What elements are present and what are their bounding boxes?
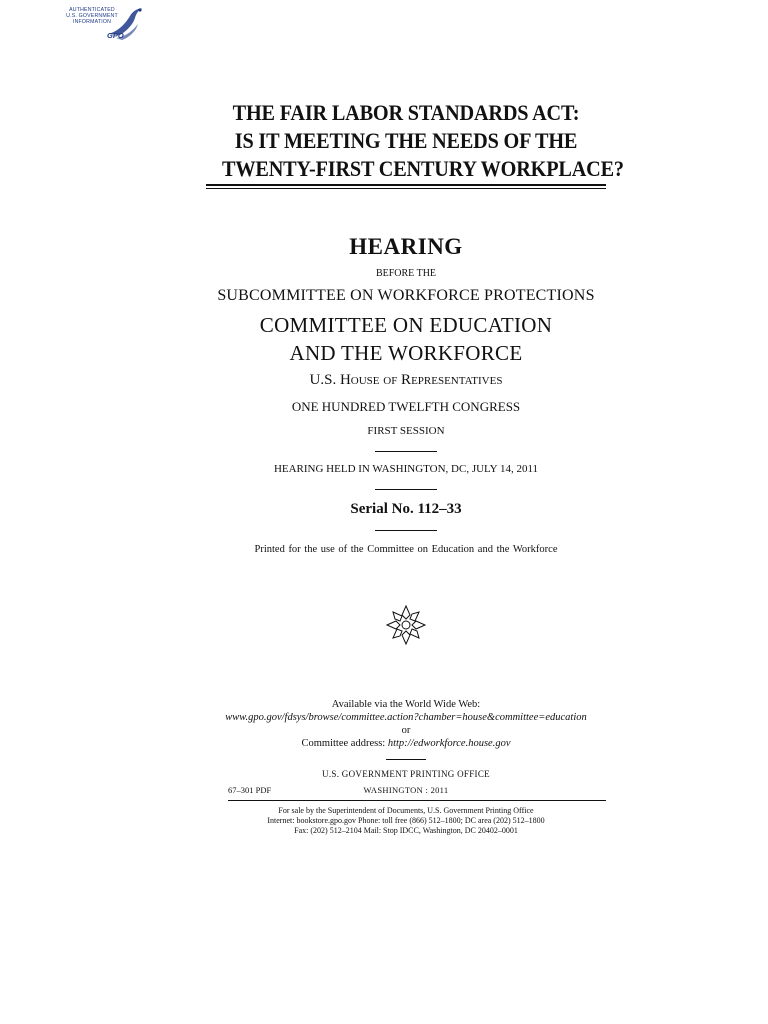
title-rule-top — [206, 184, 606, 186]
printing-office-label: U.S. GOVERNMENT PRINTING OFFICE — [322, 769, 490, 779]
availability-label: Available via the World Wide Web: — [331, 699, 481, 710]
sale-info — [206, 806, 606, 836]
title-line-2: IS IT MEETING THE NEEDS OF THE — [234, 128, 578, 153]
pdf-identifier: 67–301 PDF — [228, 785, 272, 795]
footer-rule — [228, 800, 606, 801]
committee-address-label: Committee address: — [301, 738, 386, 749]
hearing-date-location: HEARING HELD IN WASHINGTON, DC, JULY 14, 2011 — [273, 463, 539, 475]
web-availability — [206, 698, 606, 750]
committee-line-2: AND THE WORKFORCE — [289, 341, 523, 365]
divider-1 — [375, 451, 437, 452]
committee-line-1: COMMITTEE ON EDUCATION — [259, 313, 553, 337]
sale-info-line-3: Fax: (202) 512–2104 Mail: Stop IDCC, Washington, DC 20402–0001 — [294, 826, 518, 835]
eagle-icon — [102, 4, 146, 48]
before-the-label: BEFORE THE — [375, 268, 437, 279]
or-label: or — [401, 725, 411, 736]
sale-info-line-2: Internet: bookstore.gpo.gov Phone: toll free (866) 512–1800; DC area (202) 512–1800 — [267, 816, 545, 825]
committee-name — [206, 311, 606, 367]
title-line-3: TWENTY-FIRST CENTURY WORKPLACE? — [222, 156, 624, 181]
seal-line-3: INFORMATION — [72, 19, 112, 25]
hearing-heading: HEARING — [349, 234, 463, 259]
place-year-label: WASHINGTON : 2011 — [363, 785, 449, 795]
session-label: FIRST SESSION — [367, 425, 445, 437]
web-url-link[interactable]: www.gpo.gov/fdsys/browse/committee.action?chamber=house&committee=education — [225, 712, 587, 723]
gpo-authentication-seal — [62, 4, 146, 46]
divider-2 — [375, 489, 437, 490]
document-title — [206, 99, 624, 183]
title-line-1: THE FAIR LABOR STANDARDS ACT: — [232, 100, 580, 125]
house-of-representatives: U.S. House of Representatives — [309, 372, 503, 388]
divider-4 — [386, 759, 426, 760]
serial-number: Serial No. 112–33 — [350, 501, 462, 517]
title-rule-bottom — [206, 188, 606, 189]
congress-label: ONE HUNDRED TWELFTH CONGRESS — [291, 399, 521, 414]
printed-for-statement: Printed for the use of the Committee on Education and the Workforce — [254, 544, 558, 555]
divider-3 — [375, 530, 437, 531]
congressional-seal-icon — [384, 603, 428, 647]
seal-line-2: U.S. GOVERNMENT — [66, 13, 118, 19]
subcommittee-name: SUBCOMMITTEE ON WORKFORCE PROTECTIONS — [217, 287, 595, 304]
committee-address-link[interactable]: http://edworkforce.house.gov — [387, 738, 511, 749]
seal-gpo-mark: GPO — [107, 31, 124, 40]
seal-line-1: AUTHENTICATED — [69, 7, 115, 13]
sale-info-line-1: For sale by the Superintendent of Documents, U.S. Government Printing Office — [278, 806, 534, 815]
